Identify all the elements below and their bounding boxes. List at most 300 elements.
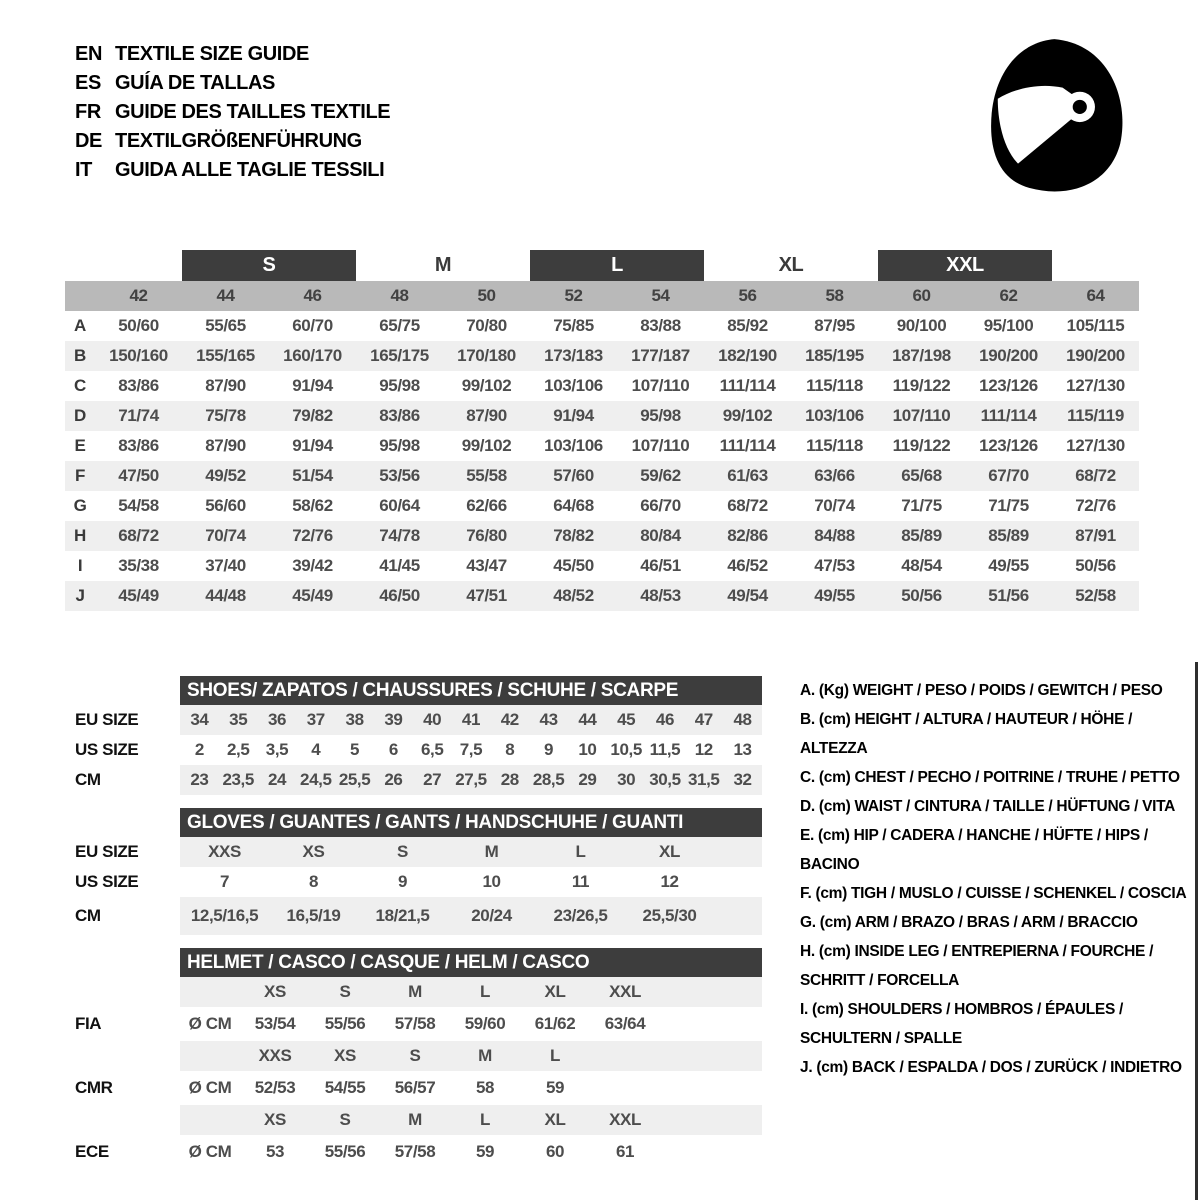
shoes-header-row <box>75 676 762 705</box>
shoes-row <box>75 735 762 765</box>
size-value: 10 <box>578 740 597 759</box>
apparel-row-g <box>65 491 1139 521</box>
helmet-size: XL <box>544 982 566 1001</box>
size-value: 26 <box>384 770 403 789</box>
helmet-value: 52/53 <box>254 1078 296 1097</box>
apparel-value: 119/122 <box>892 436 951 455</box>
apparel-value: 68/72 <box>727 496 768 515</box>
size-value: 12 <box>694 740 713 759</box>
apparel-value: 72/76 <box>292 526 333 545</box>
helmet-value: 53/54 <box>254 1014 296 1033</box>
helmet-size: XXL <box>609 1110 641 1129</box>
helmet-size: XS <box>264 1110 286 1129</box>
helmet-value: 53 <box>265 1142 285 1161</box>
helmet-section <box>75 948 762 1169</box>
apparel-value: 46/51 <box>640 556 681 575</box>
row-letter: F <box>75 466 85 485</box>
apparel-value: 71/74 <box>118 406 159 425</box>
helmet-size: M <box>408 982 422 1001</box>
size-value: 7,5 <box>459 740 483 759</box>
size-value: S <box>397 842 408 861</box>
values-cells <box>180 1071 762 1105</box>
apparel-row-d <box>65 401 1139 431</box>
spacer <box>75 1105 180 1135</box>
language-title: GUIDA ALLE TAGLIE TESSILI <box>115 159 385 181</box>
apparel-value: 84/88 <box>814 526 855 545</box>
size-value: 44 <box>578 710 597 729</box>
apparel-value: 83/88 <box>640 316 681 335</box>
apparel-value: 87/95 <box>814 316 855 335</box>
apparel-value: 103/106 <box>544 376 603 395</box>
legend-entry: I. (cm) SHOULDERS / HOMBROS / ÉPAULES / SCHULTERN / SPALLE <box>800 1001 1124 1047</box>
apparel-value: 83/86 <box>118 376 159 395</box>
helmet-values-row <box>75 1007 762 1041</box>
shoes-row <box>75 705 762 735</box>
apparel-value: 107/110 <box>631 376 690 395</box>
numeric-size: 44 <box>216 286 235 305</box>
size-value: 9 <box>397 872 408 891</box>
numeric-size: 56 <box>738 286 757 305</box>
language-title: GUIDE DES TAILLES TEXTILE <box>115 101 391 123</box>
apparel-value: 123/126 <box>979 376 1038 395</box>
language-code: DE <box>75 130 102 152</box>
apparel-value: 55/65 <box>205 316 246 335</box>
row-label: EU SIZE <box>75 842 139 861</box>
row-letter: H <box>74 526 86 545</box>
apparel-value: 49/52 <box>205 466 246 485</box>
apparel-value: 60/64 <box>379 496 420 515</box>
apparel-row-j <box>65 581 1139 611</box>
apparel-value: 68/72 <box>1075 466 1116 485</box>
helmet-sizes-row <box>75 1041 762 1071</box>
apparel-value: 127/130 <box>1066 436 1125 455</box>
apparel-value: 103/106 <box>544 436 603 455</box>
size-value: 10 <box>482 872 501 891</box>
size-value: 2 <box>194 740 204 759</box>
legend-entry: H. (cm) INSIDE LEG / ENTREPIERNA / FOURCHE / SCHRITT / FORCELLA <box>800 943 1154 989</box>
numeric-size: 58 <box>825 286 844 305</box>
standard-label: FIA <box>75 1014 102 1033</box>
apparel-value: 71/75 <box>901 496 942 515</box>
apparel-value: 51/56 <box>988 586 1029 605</box>
helmet-size: XS <box>334 1046 356 1065</box>
apparel-value: 115/119 <box>1067 406 1124 425</box>
numeric-size: 52 <box>564 286 583 305</box>
legend-entry: B. (cm) HEIGHT / ALTURA / HAUTEUR / HÖHE / ALTEZZA <box>800 711 1133 757</box>
apparel-value: 48/52 <box>553 586 594 605</box>
size-value: XS <box>302 842 325 861</box>
apparel-value: 127/130 <box>1066 376 1125 395</box>
apparel-value: 61/63 <box>727 466 768 485</box>
size-value: 28 <box>500 770 519 789</box>
size-value: XL <box>659 842 680 861</box>
apparel-value: 68/72 <box>118 526 159 545</box>
size-value: 45 <box>617 710 636 729</box>
helmet-rows <box>75 977 762 1169</box>
helmet-value: 61 <box>615 1142 635 1161</box>
apparel-value: 160/170 <box>283 346 342 365</box>
row-label: EU SIZE <box>75 710 139 729</box>
numeric-size-row <box>65 281 1139 311</box>
legend-entry: D. (cm) WAIST / CINTURA / TAILLE / HÜFTUNG / VITA <box>800 798 1176 815</box>
apparel-value: 53/56 <box>379 466 420 485</box>
row-letter: D <box>74 406 86 425</box>
apparel-value: 123/126 <box>979 436 1038 455</box>
helmet-header-row <box>75 948 762 977</box>
helmet-value: 55/56 <box>324 1142 366 1161</box>
size-value: 36 <box>267 710 287 729</box>
apparel-value: 48/53 <box>640 586 681 605</box>
size-value: 23/26,5 <box>553 906 608 925</box>
apparel-value: 70/80 <box>466 316 507 335</box>
helmet-size: L <box>480 1110 490 1129</box>
apparel-value: 99/102 <box>461 376 512 395</box>
apparel-value: 190/200 <box>979 346 1038 365</box>
numeric-size: 48 <box>390 286 409 305</box>
apparel-row-h <box>65 521 1139 551</box>
size-value: 43 <box>539 710 558 729</box>
language-row <box>75 98 390 127</box>
helmet-value: 56/57 <box>394 1078 436 1097</box>
apparel-value: 170/180 <box>457 346 516 365</box>
apparel-value: 44/48 <box>205 586 246 605</box>
size-value: 27,5 <box>455 770 487 789</box>
apparel-value: 65/68 <box>901 466 942 485</box>
apparel-value: 76/80 <box>466 526 507 545</box>
spacer <box>75 948 180 977</box>
helmet-size: XS <box>264 982 286 1001</box>
apparel-value: 41/45 <box>379 556 420 575</box>
apparel-value: 85/89 <box>901 526 942 545</box>
apparel-value: 55/58 <box>466 466 507 485</box>
apparel-value: 35/38 <box>118 556 159 575</box>
gloves-title-bar: GLOVES / GUANTES / GANTS / HANDSCHUHE / GUANTI <box>180 808 762 837</box>
apparel-value: 107/110 <box>892 406 951 425</box>
shoes-title-bar: SHOES/ ZAPATOS / CHAUSSURES / SCHUHE / SCARPE <box>180 676 762 705</box>
row-cells <box>180 837 762 867</box>
row-letter: G <box>73 496 87 515</box>
language-row <box>75 127 390 156</box>
right-edge-line <box>1195 662 1198 1200</box>
apparel-value: 115/118 <box>806 436 863 455</box>
size-value: 30 <box>617 770 636 789</box>
size-value: 48 <box>733 710 752 729</box>
size-value: M <box>484 842 499 861</box>
size-value: 46 <box>655 710 675 729</box>
row-label: CM <box>75 770 101 789</box>
apparel-value: 50/56 <box>1075 556 1116 575</box>
row-cells <box>180 705 762 735</box>
helmet-size: L <box>550 1046 560 1065</box>
apparel-value: 185/195 <box>805 346 864 365</box>
numeric-size: 64 <box>1086 286 1105 305</box>
apparel-value: 45/49 <box>118 586 159 605</box>
size-value: 8 <box>308 872 319 891</box>
apparel-value: 111/114 <box>980 406 1037 425</box>
apparel-value: 75/85 <box>553 316 594 335</box>
helmet-size: S <box>339 1110 351 1129</box>
apparel-value: 47/51 <box>466 586 507 605</box>
row-letter: A <box>74 316 86 335</box>
shoes-section <box>75 676 762 795</box>
helmet-value: 57/58 <box>394 1142 436 1161</box>
apparel-value: 165/175 <box>370 346 429 365</box>
gloves-row <box>75 867 762 897</box>
apparel-row-c <box>65 371 1139 401</box>
row-letter: E <box>74 436 86 455</box>
helmet-size: XXS <box>258 1046 292 1065</box>
apparel-value: 64/68 <box>553 496 594 515</box>
apparel-value: 51/54 <box>292 466 333 485</box>
apparel-value: 78/82 <box>553 526 594 545</box>
size-group-s: S <box>182 250 356 281</box>
apparel-value: 173/183 <box>544 346 603 365</box>
size-value: 30,5 <box>649 770 681 789</box>
row-cells <box>180 765 762 795</box>
apparel-value: 62/66 <box>466 496 507 515</box>
row-cells <box>180 897 762 935</box>
apparel-value: 111/114 <box>719 376 776 395</box>
shoes-row <box>75 765 762 795</box>
size-value: 12 <box>660 872 679 891</box>
size-value: 31,5 <box>688 770 720 789</box>
size-value: 7 <box>219 872 230 891</box>
numeric-size: 50 <box>477 286 496 305</box>
numeric-size: 46 <box>303 286 322 305</box>
apparel-value: 58/62 <box>292 496 333 515</box>
apparel-value: 71/75 <box>988 496 1029 515</box>
spacer <box>75 808 180 837</box>
helmet-size: M <box>478 1046 492 1065</box>
apparel-value: 119/122 <box>892 376 951 395</box>
helmet-value: 58 <box>475 1078 495 1097</box>
apparel-value: 87/90 <box>205 376 246 395</box>
size-value: 20/24 <box>471 906 512 925</box>
language-code: EN <box>75 43 102 65</box>
apparel-value: 99/102 <box>722 406 773 425</box>
values-cells <box>180 1007 762 1041</box>
apparel-value: 60/70 <box>292 316 333 335</box>
apparel-row-e <box>65 431 1139 461</box>
apparel-value: 50/60 <box>118 316 159 335</box>
apparel-value: 111/114 <box>719 436 776 455</box>
apparel-value: 74/78 <box>379 526 420 545</box>
row-cells <box>180 735 762 765</box>
apparel-row-a <box>65 311 1139 341</box>
row-cells <box>180 867 762 897</box>
apparel-value: 91/94 <box>292 436 333 455</box>
size-value: 28,5 <box>532 770 565 789</box>
size-value: 4 <box>311 740 321 759</box>
size-value: L <box>575 842 586 861</box>
apparel-value: 45/50 <box>553 556 594 575</box>
apparel-value: 91/94 <box>553 406 594 425</box>
apparel-value: 95/98 <box>379 436 420 455</box>
size-group-l: L <box>530 250 704 281</box>
apparel-value: 83/86 <box>118 436 159 455</box>
apparel-value: 115/118 <box>806 376 863 395</box>
diameter-unit: Ø CM <box>188 1078 232 1097</box>
apparel-value: 87/91 <box>1075 526 1116 545</box>
diameter-unit: Ø CM <box>188 1014 232 1033</box>
size-value: 9 <box>544 740 554 759</box>
helmet-values-row <box>75 1071 762 1105</box>
apparel-value: 50/56 <box>901 586 942 605</box>
legend-entry: C. (cm) CHEST / PECHO / POITRINE / TRUHE / PETTO <box>800 769 1180 786</box>
size-value: 24 <box>267 770 287 789</box>
language-title: GUÍA DE TALLAS <box>115 72 275 94</box>
row-letter: C <box>74 376 86 395</box>
apparel-value: 95/98 <box>640 406 681 425</box>
apparel-value: 83/86 <box>379 406 420 425</box>
standard-label: CMR <box>75 1078 113 1097</box>
helmet-value: 60 <box>545 1142 565 1161</box>
apparel-value: 107/110 <box>631 436 690 455</box>
apparel-value: 85/89 <box>988 526 1029 545</box>
apparel-value: 87/90 <box>205 436 246 455</box>
size-value: 23,5 <box>222 770 254 789</box>
row-label: US SIZE <box>75 740 139 759</box>
spacer <box>75 1041 180 1071</box>
apparel-value: 150/160 <box>109 346 168 365</box>
size-value: 25,5 <box>338 770 371 789</box>
size-value: 2,5 <box>226 740 250 759</box>
size-value: 13 <box>733 740 752 759</box>
language-code: ES <box>75 72 101 94</box>
apparel-value: 54/58 <box>118 496 159 515</box>
standard-label: ECE <box>75 1142 109 1161</box>
apparel-row-b <box>65 341 1139 371</box>
apparel-value: 190/200 <box>1066 346 1125 365</box>
apparel-value: 99/102 <box>461 436 512 455</box>
size-group-xl: XL <box>778 254 804 276</box>
language-code: IT <box>75 159 92 181</box>
apparel-value: 65/75 <box>379 316 420 335</box>
row-letter: B <box>74 346 86 365</box>
helmet-value: 63/64 <box>604 1014 646 1033</box>
apparel-value: 182/190 <box>718 346 777 365</box>
size-value: 41 <box>461 710 481 729</box>
apparel-value: 103/106 <box>805 406 864 425</box>
helmet-values-row <box>75 1135 762 1169</box>
apparel-value: 90/100 <box>896 316 947 335</box>
helmet-size: XXL <box>609 982 641 1001</box>
helmet-size: L <box>480 982 490 1001</box>
racing-helmet-icon-svg <box>983 34 1131 196</box>
apparel-value: 85/92 <box>727 316 768 335</box>
apparel-value: 57/60 <box>553 466 594 485</box>
size-value: 25,5/30 <box>642 906 697 925</box>
numeric-size: 54 <box>651 286 670 305</box>
row-label: US SIZE <box>75 872 139 891</box>
apparel-value: 47/53 <box>814 556 855 575</box>
helmet-value: 55/56 <box>324 1014 366 1033</box>
apparel-value: 48/54 <box>901 556 942 575</box>
size-value: 29 <box>578 770 597 789</box>
apparel-value: 105/115 <box>1066 316 1125 335</box>
size-value: 24,5 <box>300 770 332 789</box>
size-value: 32 <box>733 770 752 789</box>
size-value: 23 <box>190 770 209 789</box>
apparel-size-table <box>65 250 1139 611</box>
language-row <box>75 69 390 98</box>
size-value: 34 <box>190 710 209 729</box>
size-value: 39 <box>384 710 403 729</box>
size-value: 27 <box>423 770 442 789</box>
size-value: 8 <box>505 740 515 759</box>
gloves-row <box>75 837 762 867</box>
apparel-value: 70/74 <box>205 526 246 545</box>
apparel-row-i <box>65 551 1139 581</box>
apparel-value: 75/78 <box>205 406 246 425</box>
gloves-section <box>75 808 762 935</box>
legend-entry: F. (cm) TIGH / MUSLO / CUISSE / SCHENKEL / COSCIA <box>800 885 1187 902</box>
gloves-header-row <box>75 808 762 837</box>
helmet-size: S <box>339 982 351 1001</box>
size-value: 3,5 <box>265 740 289 759</box>
language-row <box>75 40 390 69</box>
apparel-value: 66/70 <box>640 496 681 515</box>
row-label: CM <box>75 906 101 925</box>
numeric-size: 62 <box>999 286 1018 305</box>
language-code: FR <box>75 101 101 123</box>
row-letter: J <box>75 586 85 605</box>
helmet-value: 59/60 <box>464 1014 506 1033</box>
size-group-m: M <box>434 254 452 276</box>
apparel-value: 95/100 <box>983 316 1034 335</box>
helmet-size: M <box>408 1110 422 1129</box>
size-value: 6 <box>388 740 398 759</box>
helmet-value: 59 <box>545 1078 565 1097</box>
apparel-value: 47/50 <box>118 466 159 485</box>
diameter-unit: Ø CM <box>188 1142 232 1161</box>
apparel-value: 46/52 <box>727 556 768 575</box>
language-title: TEXTILGRÖßENFÜHRUNG <box>115 130 362 152</box>
apparel-value: 49/54 <box>727 586 768 605</box>
apparel-value: 63/66 <box>814 466 855 485</box>
racing-helmet-icon <box>983 34 1131 196</box>
shoes-rows <box>75 705 762 795</box>
apparel-value: 49/55 <box>988 556 1029 575</box>
size-value: 37 <box>306 710 325 729</box>
apparel-value: 39/42 <box>292 556 333 575</box>
helmet-sizes-row <box>75 1105 762 1135</box>
size-value: 18/21,5 <box>375 906 430 925</box>
size-value: 35 <box>229 710 248 729</box>
size-value: 5 <box>350 740 360 759</box>
apparel-row-f <box>65 461 1139 491</box>
gloves-row <box>75 897 762 935</box>
apparel-value: 45/49 <box>292 586 333 605</box>
helmet-value: 59 <box>475 1142 495 1161</box>
legend-entry: J. (cm) BACK / ESPALDA / DOS / ZURÜCK / INDIETRO <box>800 1059 1182 1076</box>
helmet-value: 61/62 <box>534 1014 576 1033</box>
size-group-row <box>65 250 1139 281</box>
legend-entry: G. (cm) ARM / BRAZO / BRAS / ARM / BRACCIO <box>800 914 1138 931</box>
apparel-value: 177/187 <box>631 346 690 365</box>
apparel-value: 43/47 <box>466 556 507 575</box>
helmet-size: XL <box>544 1110 566 1129</box>
apparel-value: 87/90 <box>466 406 507 425</box>
size-value: 38 <box>345 710 364 729</box>
size-value: 6,5 <box>420 740 444 759</box>
helmet-size: S <box>409 1046 421 1065</box>
size-value: 12,5/16,5 <box>190 906 259 925</box>
apparel-value: 95/98 <box>379 376 420 395</box>
size-value: 11 <box>571 872 590 891</box>
apparel-value: 67/70 <box>988 466 1029 485</box>
numeric-size: 60 <box>912 286 931 305</box>
